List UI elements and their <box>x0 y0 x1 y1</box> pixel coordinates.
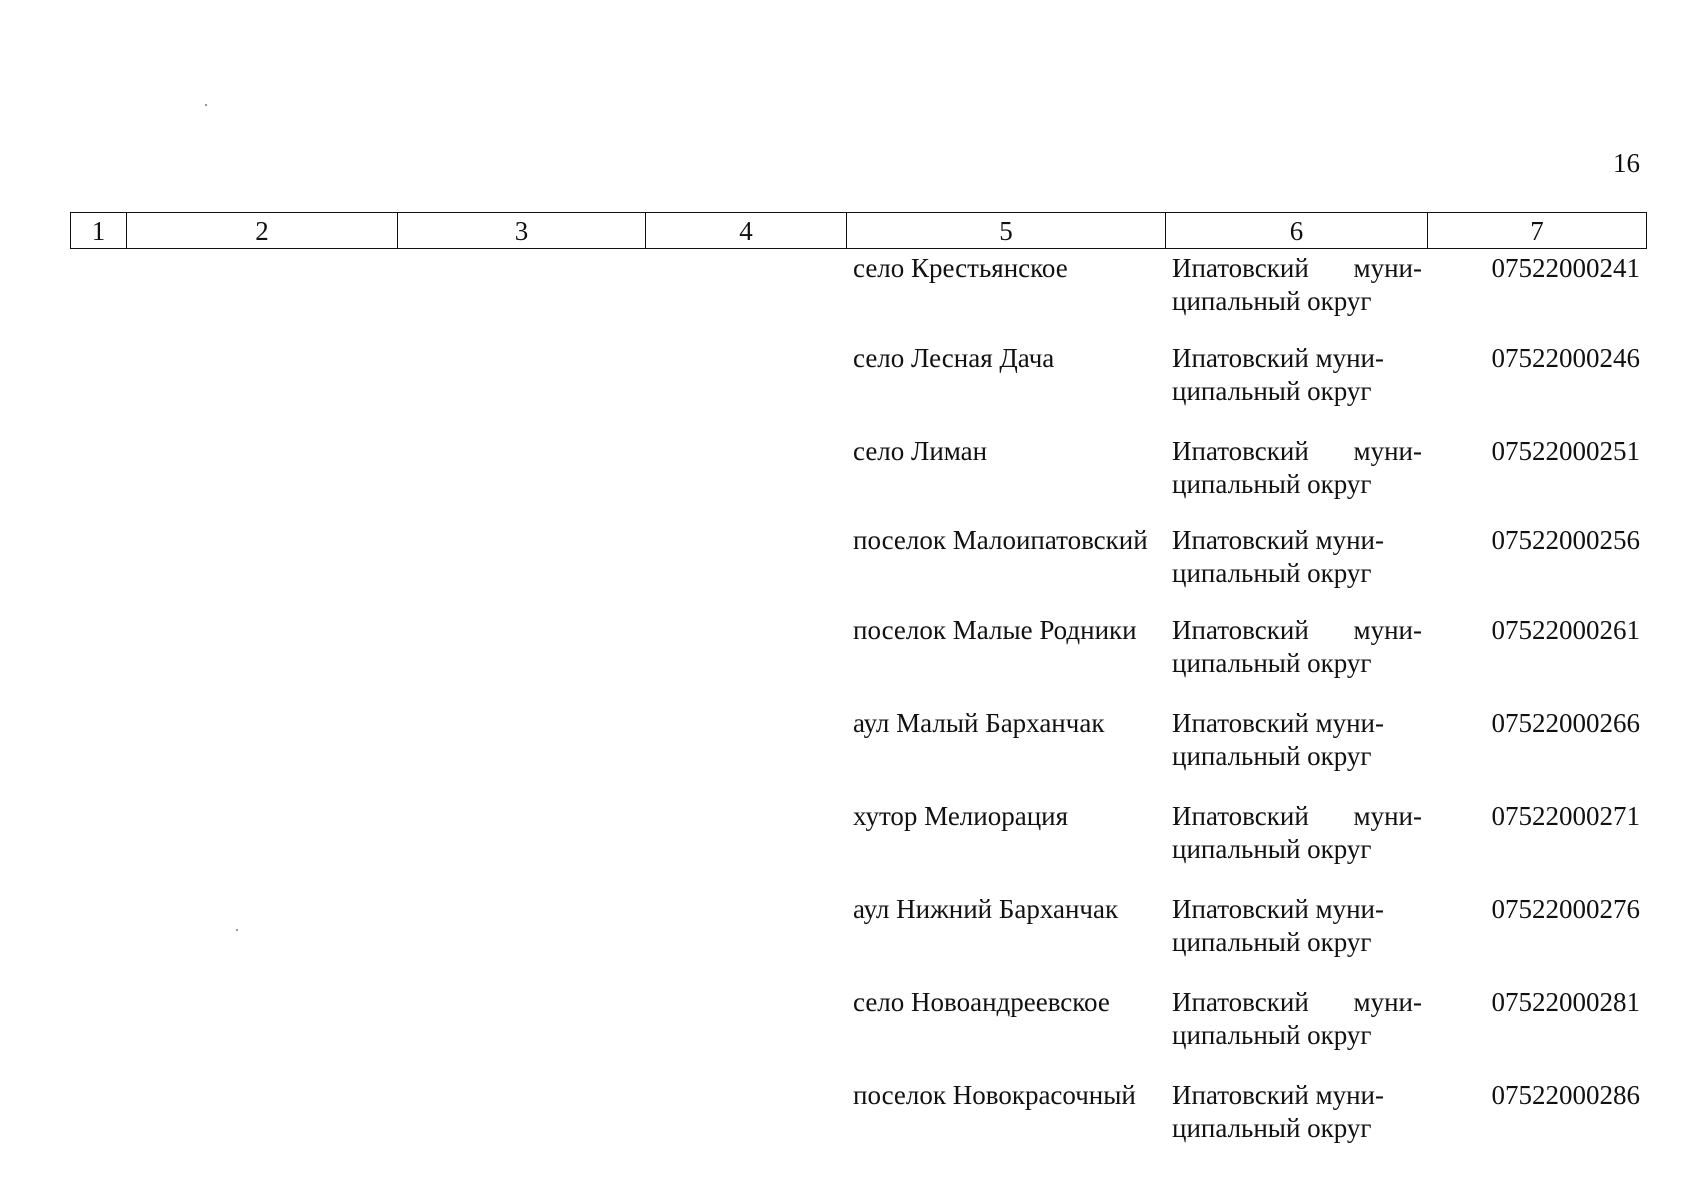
header-cell-2: 2 <box>127 213 398 249</box>
oktmo-code: 07522000256 <box>1491 525 1640 555</box>
table-row <box>0 1079 1697 1169</box>
scan-speck <box>205 104 207 106</box>
oktmo-code: 07522000246 <box>1491 343 1640 373</box>
settlement-name: поселок Новокрасочный <box>853 1080 1136 1110</box>
oktmo-code: 07522000281 <box>1491 987 1640 1017</box>
settlement-name: село Крестьянское <box>853 253 1068 283</box>
settlement-name: село Лиман <box>853 436 988 466</box>
district-line-2: ципальный округ <box>1172 469 1372 499</box>
header-cell-6: 6 <box>1166 213 1428 249</box>
district-line-1: Ипатовский муни- <box>1172 987 1422 1017</box>
district-line-1: Ипатовский муни- <box>1172 1080 1384 1110</box>
district-line-2: ципальный округ <box>1172 1020 1372 1050</box>
district-line-2: ципальный округ <box>1172 834 1372 864</box>
municipal-district <box>1172 800 1422 866</box>
district-line-1: Ипатовский муни- <box>1172 801 1422 831</box>
municipal-district <box>1172 342 1422 408</box>
district-line-2: ципальный округ <box>1172 286 1372 316</box>
municipal-district <box>1172 524 1422 590</box>
oktmo-code: 07522000251 <box>1491 436 1640 466</box>
header-cell-4: 4 <box>646 213 847 249</box>
settlement-name: хутор Мелиорация <box>853 801 1069 831</box>
oktmo-code: 07522000241 <box>1491 253 1640 283</box>
district-line-1: Ипатовский муни- <box>1172 708 1384 738</box>
settlement-name: поселок Малые Родники <box>853 615 1137 645</box>
table-row <box>0 707 1697 797</box>
district-line-2: ципальный округ <box>1172 558 1372 588</box>
header-cell-3: 3 <box>398 213 646 249</box>
district-line-1: Ипатовский муни- <box>1172 343 1384 373</box>
municipal-district <box>1172 986 1422 1052</box>
scan-speck <box>236 929 238 931</box>
district-line-1: Ипатовский муни- <box>1172 615 1422 645</box>
municipal-district <box>1172 252 1422 318</box>
municipal-district <box>1172 1079 1422 1145</box>
oktmo-code: 07522000286 <box>1491 1080 1640 1110</box>
settlement-name: аул Нижний Барханчак <box>853 894 1119 924</box>
table-row <box>0 342 1697 432</box>
table-row <box>0 986 1697 1076</box>
table-row <box>0 893 1697 983</box>
oktmo-code: 07522000276 <box>1491 894 1640 924</box>
district-line-2: ципальный округ <box>1172 1113 1372 1143</box>
district-line-1: Ипатовский муни- <box>1172 525 1384 555</box>
municipal-district <box>1172 614 1422 680</box>
table-row <box>0 524 1697 614</box>
table-row <box>0 614 1697 704</box>
oktmo-code: 07522000271 <box>1491 801 1640 831</box>
municipal-district <box>1172 707 1422 773</box>
district-line-1: Ипатовский муни- <box>1172 894 1384 924</box>
settlement-name: аул Малый Барханчак <box>853 708 1105 738</box>
municipal-district <box>1172 435 1422 501</box>
header-cell-1: 1 <box>71 213 127 249</box>
district-line-1: Ипатовский муни- <box>1172 436 1422 466</box>
district-line-2: ципальный округ <box>1172 927 1372 957</box>
settlement-name: село Новоандреевское <box>853 987 1110 1017</box>
district-line-2: ципальный округ <box>1172 376 1372 406</box>
district-line-2: ципальный округ <box>1172 741 1372 771</box>
header-cell-7: 7 <box>1428 213 1647 249</box>
settlement-name: поселок Малоипатовский <box>853 525 1148 555</box>
municipal-district <box>1172 893 1422 959</box>
header-cell-5: 5 <box>847 213 1166 249</box>
table-row <box>0 800 1697 890</box>
page-number: 16 <box>1613 148 1640 178</box>
table-row <box>0 252 1697 342</box>
district-line-2: ципальный округ <box>1172 648 1372 678</box>
oktmo-code: 07522000266 <box>1491 708 1640 738</box>
settlement-name: село Лесная Дача <box>853 343 1055 373</box>
district-line-1: Ипатовский муни- <box>1172 253 1422 283</box>
oktmo-code: 07522000261 <box>1491 615 1640 645</box>
table-row <box>0 435 1697 525</box>
